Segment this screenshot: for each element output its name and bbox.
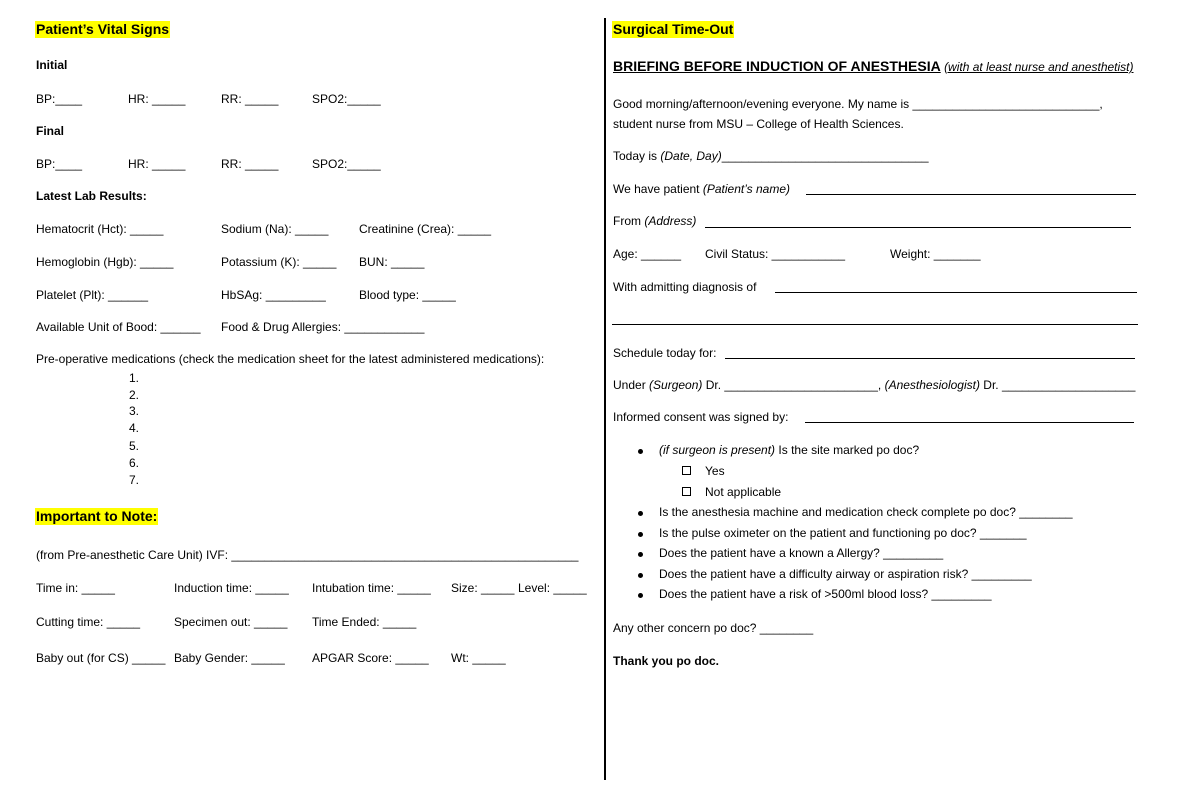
anesthesiologist-hint: (Anesthesiologist) bbox=[884, 378, 980, 392]
anesthesiologist-blank[interactable]: Dr. ____________________ bbox=[979, 378, 1136, 392]
age-field[interactable]: Age: ______ bbox=[613, 247, 682, 261]
today-label: Today is bbox=[613, 149, 661, 163]
intubation-time-field[interactable]: Intubation time: _____ bbox=[312, 581, 431, 595]
available-unit-field[interactable]: Available Unit of Bood: ______ bbox=[36, 320, 201, 334]
patient-field[interactable] bbox=[613, 182, 790, 197]
time-ended-field[interactable]: Time Ended: _____ bbox=[312, 615, 417, 629]
baby-out-field[interactable]: Baby out (for CS) _____ bbox=[36, 651, 166, 665]
hemoglobin-field[interactable]: Hemoglobin (Hgb): _____ bbox=[36, 255, 174, 269]
today-hint: (Date, Day) bbox=[660, 149, 722, 163]
under-field[interactable] bbox=[613, 378, 1135, 393]
initial-spo2-field[interactable]: SPO2:_____ bbox=[312, 92, 381, 106]
allergy-question[interactable]: Does the patient have a known a Allergy? _________ bbox=[659, 546, 944, 560]
address-label: From bbox=[613, 214, 645, 228]
greeting-line[interactable]: Good morning/afternoon/evening everyone. My name is ____________________________, bbox=[613, 97, 1103, 111]
ivf-field[interactable]: (from Pre-anesthetic Care Unit) IVF: ____________________________________________________ bbox=[36, 548, 579, 562]
preop-item[interactable]: 2. bbox=[129, 388, 140, 402]
surgeon-hint: (Surgeon) bbox=[649, 378, 703, 392]
airway-risk-question[interactable]: Does the patient have a difficulty airway or aspiration risk? _________ bbox=[659, 567, 1032, 581]
briefing-note: (with at least nurse and anesthetist) bbox=[944, 60, 1134, 74]
site-text: Is the site marked po doc? bbox=[775, 443, 920, 457]
today-field[interactable] bbox=[613, 149, 929, 164]
briefing-title: BRIEFING BEFORE INDUCTION OF ANESTHESIA bbox=[613, 58, 941, 74]
address-line[interactable] bbox=[705, 227, 1131, 228]
diagnosis-label: With admitting diagnosis of bbox=[613, 280, 757, 294]
civil-status-field[interactable]: Civil Status: ___________ bbox=[705, 247, 846, 261]
site-marked-question bbox=[659, 443, 919, 458]
bullet-icon bbox=[638, 532, 643, 537]
cutting-time-field[interactable]: Cutting time: _____ bbox=[36, 615, 141, 629]
diagnosis-line[interactable] bbox=[775, 292, 1137, 293]
preop-item[interactable]: 5. bbox=[129, 439, 140, 453]
consent-line[interactable] bbox=[805, 422, 1134, 423]
bun-field[interactable]: BUN: _____ bbox=[359, 255, 425, 269]
patient-hint: (Patient’s name) bbox=[702, 182, 790, 196]
column-divider bbox=[604, 18, 606, 780]
preop-medications-label: Pre-operative medications (check the medication sheet for the latest administered medications): bbox=[36, 352, 545, 366]
patient-label: We have patient bbox=[613, 182, 703, 196]
preop-item[interactable]: 4. bbox=[129, 421, 140, 435]
important-note-heading: Important to Note: bbox=[36, 508, 158, 524]
sodium-field[interactable]: Sodium (Na): _____ bbox=[221, 222, 329, 236]
final-spo2-field[interactable]: SPO2:_____ bbox=[312, 157, 381, 171]
today-blank[interactable]: _______________________________ bbox=[721, 149, 929, 163]
pulse-oximeter-question[interactable]: Is the pulse oximeter on the patient and functioning po doc? _______ bbox=[659, 526, 1027, 540]
anesthesia-check-question[interactable]: Is the anesthesia machine and medication check complete po doc? ________ bbox=[659, 505, 1073, 519]
under-label: Under bbox=[613, 378, 650, 392]
time-in-field[interactable]: Time in: _____ bbox=[36, 581, 115, 595]
final-hr-field[interactable]: HR: _____ bbox=[128, 157, 186, 171]
briefing-header bbox=[613, 59, 1134, 75]
bullet-icon bbox=[638, 552, 643, 557]
size-field[interactable]: Size: _____ bbox=[451, 581, 515, 595]
hbsag-field[interactable]: HbSAg: _________ bbox=[221, 288, 326, 302]
yes-checkbox[interactable] bbox=[682, 466, 691, 475]
bullet-icon bbox=[638, 511, 643, 516]
apgar-score-field[interactable]: APGAR Score: _____ bbox=[312, 651, 429, 665]
patient-name-line[interactable] bbox=[806, 194, 1136, 195]
preop-item[interactable]: 7. bbox=[129, 473, 140, 487]
consent-label: Informed consent was signed by: bbox=[613, 410, 789, 424]
schedule-line[interactable] bbox=[725, 358, 1135, 359]
preop-item[interactable]: 3. bbox=[129, 404, 140, 418]
allergies-field[interactable]: Food & Drug Allergies: ____________ bbox=[221, 320, 425, 334]
diagnosis-line-2[interactable] bbox=[612, 324, 1138, 325]
platelet-field[interactable]: Platelet (Plt): ______ bbox=[36, 288, 149, 302]
initial-bp-field[interactable]: BP:____ bbox=[36, 92, 83, 106]
final-bp-field[interactable]: BP:____ bbox=[36, 157, 83, 171]
blood-type-field[interactable]: Blood type: _____ bbox=[359, 288, 456, 302]
specimen-out-field[interactable]: Specimen out: _____ bbox=[174, 615, 288, 629]
lab-results-label: Latest Lab Results: bbox=[36, 189, 147, 203]
induction-time-field[interactable]: Induction time: _____ bbox=[174, 581, 289, 595]
final-rr-field[interactable]: RR: _____ bbox=[221, 157, 279, 171]
level-field[interactable]: Level: _____ bbox=[518, 581, 587, 595]
not-applicable-checkbox[interactable] bbox=[682, 487, 691, 496]
initial-hr-field[interactable]: HR: _____ bbox=[128, 92, 186, 106]
hematocrit-field[interactable]: Hematocrit (Hct): _____ bbox=[36, 222, 164, 236]
preop-item[interactable]: 1. bbox=[129, 371, 140, 385]
surgical-timeout-heading: Surgical Time-Out bbox=[613, 21, 734, 37]
not-applicable-option-label: Not applicable bbox=[705, 485, 782, 499]
surgeon-blank[interactable]: Dr. _______________________, bbox=[702, 378, 885, 392]
bullet-icon bbox=[638, 573, 643, 578]
schedule-label: Schedule today for: bbox=[613, 346, 717, 360]
blood-loss-question[interactable]: Does the patient have a risk of >500ml blood loss? _________ bbox=[659, 587, 992, 601]
thank-you-text: Thank you po doc. bbox=[613, 654, 720, 668]
student-line: student nurse from MSU – College of Health Sciences. bbox=[613, 117, 904, 131]
address-field[interactable] bbox=[613, 214, 696, 229]
bullet-icon bbox=[638, 449, 643, 454]
creatinine-field[interactable]: Creatinine (Crea): _____ bbox=[359, 222, 492, 236]
baby-gender-field[interactable]: Baby Gender: _____ bbox=[174, 651, 285, 665]
baby-weight-field[interactable]: Wt: _____ bbox=[451, 651, 506, 665]
weight-field[interactable]: Weight: _______ bbox=[890, 247, 981, 261]
vital-signs-heading: Patient’s Vital Signs bbox=[36, 21, 170, 37]
address-hint: (Address) bbox=[644, 214, 697, 228]
site-hint: (if surgeon is present) bbox=[659, 443, 776, 457]
initial-rr-field[interactable]: RR: _____ bbox=[221, 92, 279, 106]
bullet-icon bbox=[638, 593, 643, 598]
initial-label: Initial bbox=[36, 58, 68, 72]
other-concern-field[interactable]: Any other concern po doc? ________ bbox=[613, 621, 814, 635]
yes-option-label: Yes bbox=[705, 464, 725, 478]
potassium-field[interactable]: Potassium (K): _____ bbox=[221, 255, 337, 269]
preop-item[interactable]: 6. bbox=[129, 456, 140, 470]
final-label: Final bbox=[36, 124, 65, 138]
